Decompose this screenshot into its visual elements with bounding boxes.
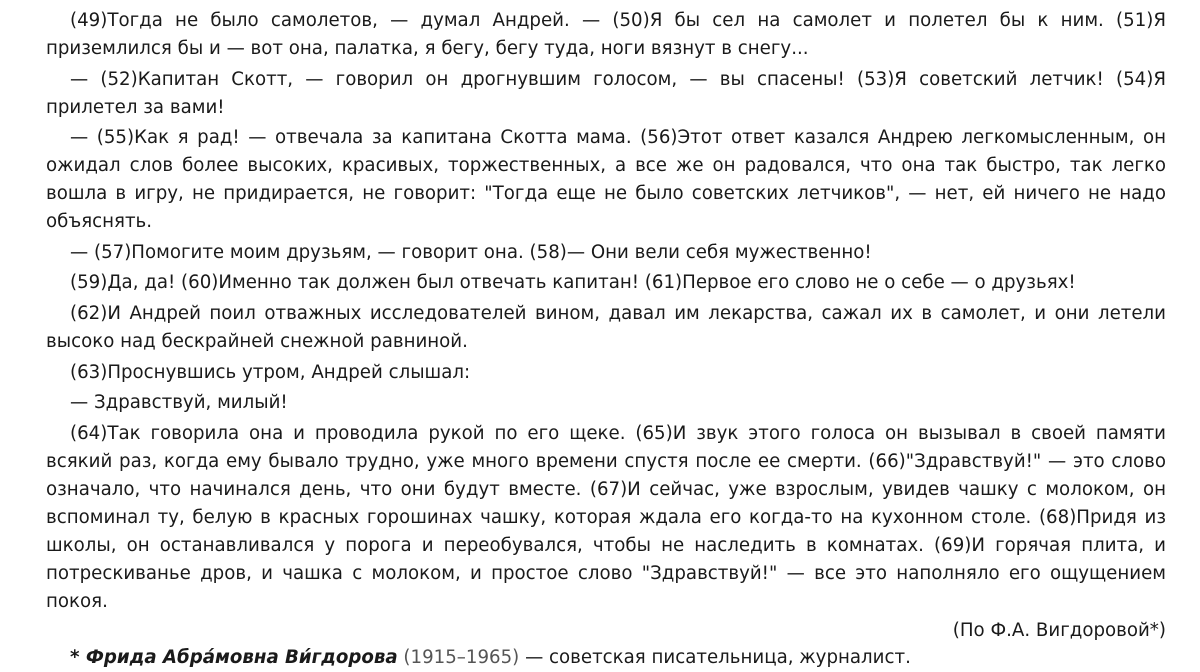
paragraph: (64)Так говорила она и проводила рукой по его щеке. (65)И звук этого голоса он вызывал в своей памяти всякий раз, когда ему бывало трудно, уже много времени спустя после ее смерти. (66)"Здравствуй!" — это слово означало, что начинался день, что они будут вместе. (67)И сейчас, уже взрослым, увидев чашку с молоком, он вспоминал ту, белую в красных горошинах чашку, которая ждала его когда-то на кухонном столе. (68)Придя из школы, он останавливался у порога и переобувался, чтобы не наследить в комнатах. (69)И горячая плита, и потрескиванье дров, и чашка с молоком, и простое слово "Здравствуй!" — все это наполняло его ощущением покоя.	[46, 423, 1166, 612]
paragraph: (62)И Андрей поил отважных исследователей вином, давал им лекарства, сажал их в самолет, и они летели высоко над бескрайней снежной равниной.	[46, 303, 1166, 352]
footnote-author-name: Фрида Абра́мовна Ви́гдорова	[85, 647, 398, 669]
paragraph: — Здравствуй, милый!	[70, 392, 288, 414]
paragraph: — (52)Капитан Скотт, — говорил он дрогнувшим голосом, — вы спасены! (53)Я советский летчик! (54)Я прилетел за вами!	[46, 68, 1166, 118]
author-footnote	[46, 644, 1166, 672]
paragraph: — (57)Помогите моим друзьям, — говорит она. (58)— Они вели себя мужественно!	[70, 241, 872, 263]
text-page	[46, 7, 1166, 672]
paragraph: (63)Проснувшись утром, Андрей слышал:	[70, 361, 471, 383]
paragraph: (59)Да, да! (60)Именно так должен был отвечать капитан! (61)Первое его слово не о себе — о друзьях!	[70, 272, 1076, 294]
source-attribution: (По Ф.А. Вигдоровой*)	[952, 620, 1166, 642]
footnote-marker: *	[70, 647, 86, 669]
footnote-years: (1915–1965)	[397, 647, 520, 669]
paragraph: (49)Тогда не было самолетов, — думал Андрей. — (50)Я бы сел на самолет и полетел бы к ним. (51)Я приземлился бы и — вот она, палатка, я бегу, бегу туда, ноги вязнут в снегу...	[46, 10, 1166, 59]
paragraph: — (55)Как я рад! — отвечала за капитана Скотта мама. (56)Этот ответ казался Андрею легкомысленным, он ожидал слов более высоких, красивых, торжественных, а все же он радовался, что она так быстро, так легко вошла в игру, не придирается, не говорит: "Тогда еще не было советских летчиков", — нет, ей ничего не надо объяснять.	[46, 127, 1166, 232]
footnote-text: — советская писательница, журналист.	[519, 647, 911, 669]
